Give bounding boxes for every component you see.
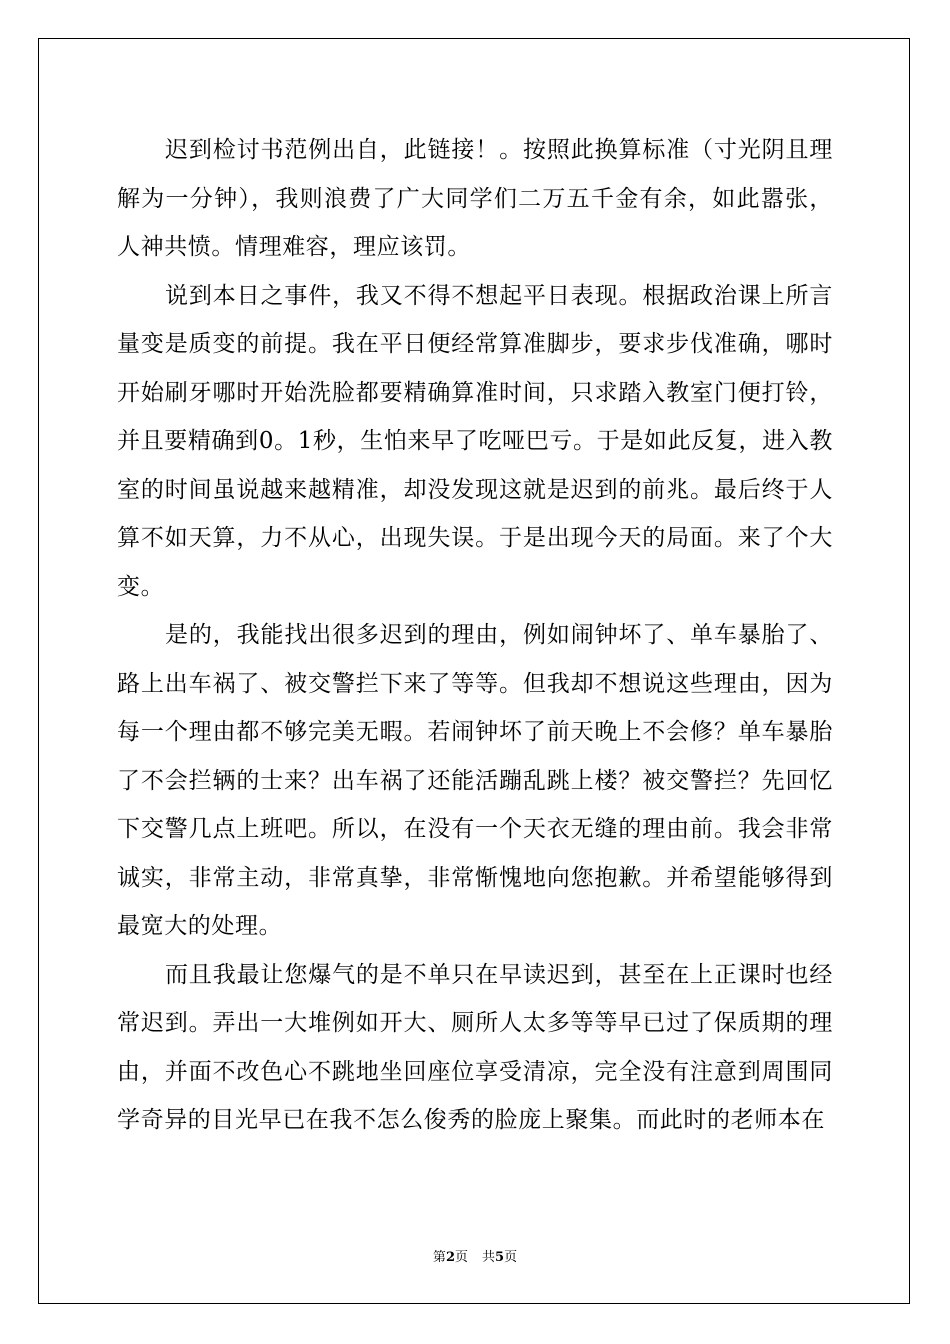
page-footer — [0, 1246, 950, 1265]
paragraph-2: 说到本日之事件，我又不得不想起平日表现。根据政治课上所言量变是质变的前提。我在平日便经常算准脚步，要求步伐准确，哪时开始刷牙哪时开始洗脸都要精确算准时间，只求踏入教室门便打铃，并且要精确到0。1秒，生怕来早了吃哑巴亏。于是如此反复，进入教室的时间虽说越来越精准，却没发现这就是迟到的前兆。最后终于人算不如天算，力不从心，出现失误。于是出现今天的局面。来了个大变。 — [117, 282, 833, 600]
page-number-prefix: 第 — [432, 1250, 446, 1265]
page-total-suffix: 页 — [504, 1250, 518, 1265]
page-total-count: 5 — [495, 1250, 505, 1265]
paragraph-3: 是的，我能找出很多迟到的理由，例如闹钟坏了、单车暴胎了、路上出车祸了、被交警拦下来了等等。但我却不想说这些理由，因为每一个理由都不够完美无暇。若闹钟坏了前天晚上不会修？单车暴胎了不会拦辆的士来？出车祸了还能活蹦乱跳上楼？被交警拦？先回忆下交警几点上班吧。所以，在没有一个天衣无缝的理由前。我会非常诚实，非常主动，非常真挚，非常惭愧地向您抱歉。并希望能够得到最宽大的处理。 — [117, 622, 833, 939]
paragraph-1: 迟到检讨书范例出自，此链接！。按照此换算标准（寸光阴且理解为一分钟），我则浪费了广大同学们二万五千金有余，如此嚣张，人神共愤。情理难容，理应该罚。 — [117, 137, 833, 260]
page-total-prefix: 共 — [482, 1250, 496, 1265]
document-body — [117, 126, 833, 1145]
page-number-current: 2 — [445, 1250, 455, 1265]
paragraph-4: 而且我最让您爆气的是不单只在早读迟到，甚至在上正课时也经常迟到。弄出一大堆例如开大、厕所人太多等等早已过了保质期的理由，并面不改色心不跳地坐回座位享受清凉，完全没有注意到周围同学奇异的目光早已在我不怎么俊秀的脸庞上聚集。而此时的老师本在 — [117, 961, 833, 1133]
page-number-suffix: 页 — [454, 1250, 468, 1265]
